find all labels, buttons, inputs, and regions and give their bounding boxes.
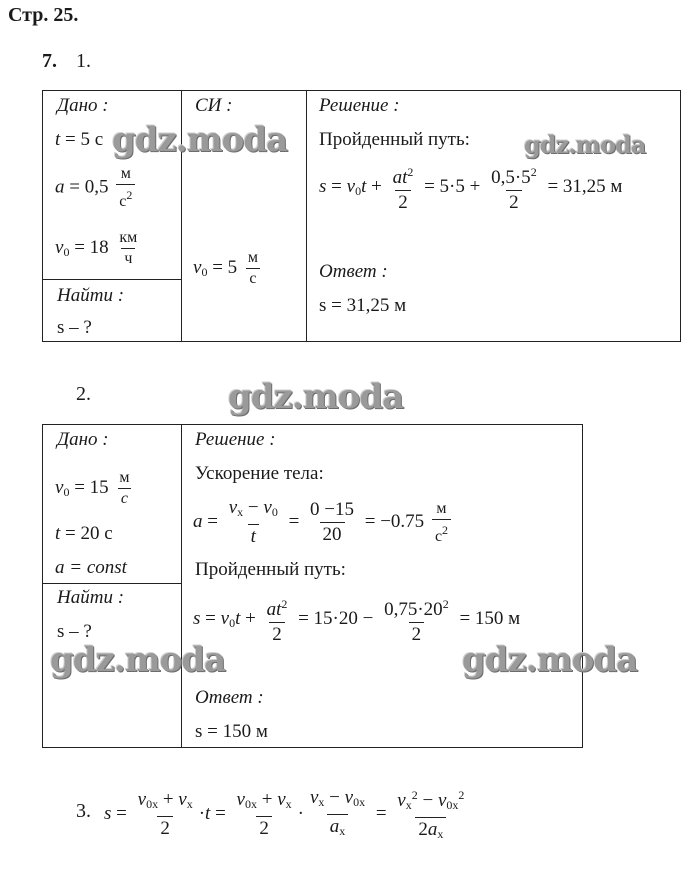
given-a: a = 0,5 $\frac{м}{с^2}$ — [55, 165, 138, 211]
watermark-2: gdz.moda — [524, 130, 646, 159]
answer-value-2: s = 150 м — [195, 721, 268, 742]
si-v0: $v_0 = 5$ $\frac{м}{с}$ — [193, 249, 259, 287]
solution-header: Решение — [319, 95, 389, 116]
given-v0-2: $v_0 = 15$ $\frac{м}{c}$ — [55, 469, 130, 507]
watermark-4: gdz.moda — [50, 640, 226, 680]
watermark-1: gdz.moda — [112, 120, 288, 160]
given-v0: $v_0 = 18$ $\frac{км}{ч}$ — [55, 229, 138, 267]
subproblem-1-number: 1. — [76, 50, 91, 72]
table-2: Дано : Решение : $v_0 = 15$ $\frac{м}{c}$ t = 20 с a = const Найти : s – ? Ускорение тела: a = $\frac{v_x - v_0}{t}$ = $\frac{0 -15}{20}$ = −0.75 $\frac{м}{с^2}$ Пройденный путь: $s = v_0t$ + $\frac{at^2}{2}$ = 15·20 − $\frac{0,75\cdot 20^2}{2}$ = 150 м Ответ : s = 150 м — [42, 424, 583, 748]
watermark-3: gdz.moda — [228, 377, 404, 417]
given-header-2: Дано — [57, 429, 98, 450]
given-a-2: a = const — [55, 557, 127, 578]
table-1: Дано : СИ : Решение : t = 5 с a = 0,5 $\frac{м}{с^2}$ $v_0 = 18$ $\frac{км}{ч}$ Найти : s – ? $v_0 = 5$ $\frac{м}{с}$ Пройденный путь: $s = v_0t$ + $\frac{at^2}{2}$ = 5·5 + $\frac{0,5\cdot 5^2}{2}$ = 31,25 м Ответ : s = 31,25 м — [42, 90, 681, 342]
path-label: Пройденный путь: — [319, 129, 470, 150]
path-label-2: Пройденный путь: — [195, 559, 346, 580]
solution-header-2: Решение — [195, 429, 265, 450]
find-header-2: Найти — [57, 587, 113, 608]
accel-label: Ускорение тела: — [195, 463, 324, 484]
accel-equation: a = $\frac{v_x - v_0}{t}$ = $\frac{0 -15}{20}$ = −0.75 $\frac{м}{с^2}$ — [193, 497, 454, 548]
problem-number: 7. — [42, 50, 57, 72]
answer-header: Ответ — [319, 261, 377, 282]
find-expr: s – ? — [57, 317, 92, 338]
si-header: СИ — [195, 95, 222, 116]
given-t-2: t = 20 с — [55, 523, 113, 544]
path-equation: $s = v_0t$ + $\frac{at^2}{2}$ = 5·5 + $\frac{0,5\cdot 5^2}{2}$ = 31,25 м — [319, 165, 623, 213]
subproblem-2-number: 2. — [76, 383, 91, 405]
given-header: Дано — [57, 95, 98, 116]
watermark-5: gdz.moda — [462, 640, 638, 680]
item3-equation: s = $\frac{v_{0x} + v_x}{2}$ ·t = $\frac{v_{0x} + v_x}{2}$ · $\frac{v_x - v_{0x}}{a_x}$ = $\frac{v_x^2 - v_{0x}^2}{2a_x}$ — [104, 784, 470, 845]
find-expr-2: s – ? — [57, 621, 92, 642]
given-t: t = 5 с — [55, 129, 104, 150]
path-equation-2: $s = v_0t$ + $\frac{at^2}{2}$ = 15·20 − $\frac{0,75\cdot 20^2}{2}$ = 150 м — [193, 597, 521, 645]
page-label: Стр. 25. — [8, 4, 79, 26]
find-header: Найти — [57, 285, 113, 306]
answer-value: s = 31,25 м — [319, 295, 407, 316]
subproblem-3-number: 3. — [76, 800, 91, 822]
answer-header-2: Ответ — [195, 687, 253, 708]
